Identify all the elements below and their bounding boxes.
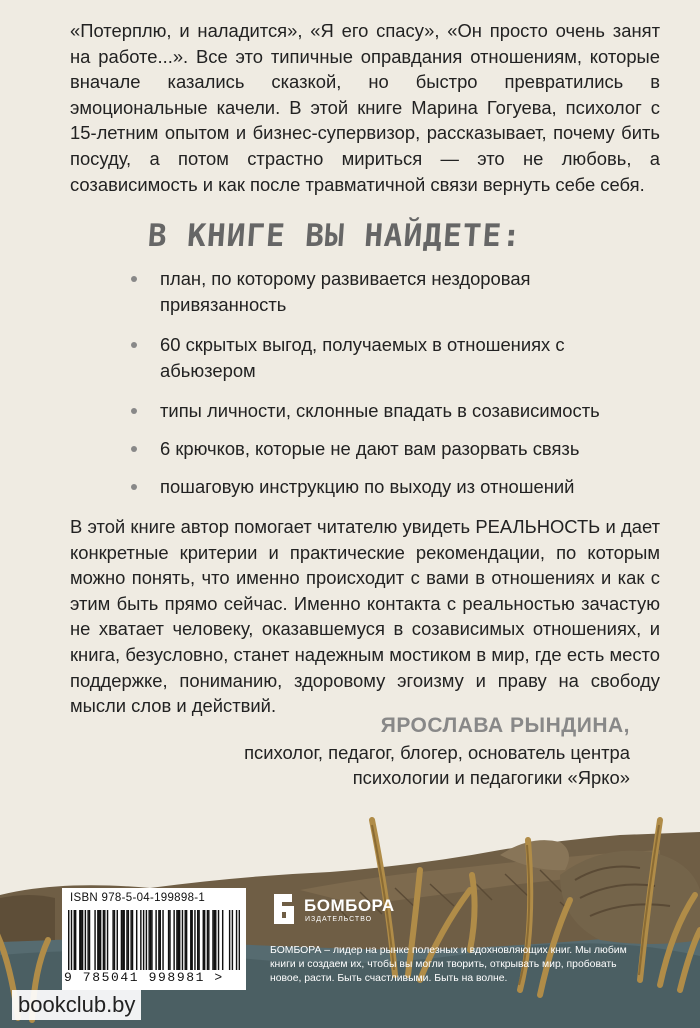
barcode-bar xyxy=(71,910,72,970)
publisher-subtitle: ИЗДАТЕЛЬСТВО xyxy=(305,916,373,923)
barcode-bar xyxy=(104,910,105,970)
publisher-blurb: БОМБОРА – лидер на рынке полезных и вдохновляющих книг. Мы любим книги и создаем их, чтобы вы могли творить, открывать мир, пробовать новое, расти. Быть счастливыми. Быть на волне. xyxy=(270,945,627,984)
barcode-bar xyxy=(173,910,174,970)
barcode-bar xyxy=(114,910,115,970)
barcode-bar xyxy=(100,910,101,970)
barcode-bar xyxy=(182,910,183,970)
list-item: 6 крючков, которые не дают вам разорвать связь xyxy=(128,436,648,462)
barcode-bar xyxy=(169,910,170,970)
barcode-bar xyxy=(185,910,186,970)
bullet-list xyxy=(128,266,648,500)
publisher-name: БОМБОРА xyxy=(304,896,395,915)
barcode-bar xyxy=(143,910,144,970)
barcode-bar xyxy=(82,910,83,970)
barcode-bar xyxy=(218,910,219,970)
isbn-label: ISBN 978-5-04-199898-1 xyxy=(70,892,206,904)
barcode-bar xyxy=(204,910,205,970)
barcode-bar xyxy=(140,910,141,970)
barcode-bar xyxy=(126,910,127,970)
barcode-bar xyxy=(186,910,187,970)
barcode-bar xyxy=(128,910,129,970)
barcode-bar xyxy=(197,910,198,970)
barcode-bar xyxy=(162,910,163,970)
barcode-bar xyxy=(80,910,81,970)
author-description-line: психолог, педагог, блогер, основатель центра xyxy=(244,742,630,763)
barcode-digits: 9 785041 998981 > xyxy=(64,970,224,985)
list-item: план, по которому развивается нездоровая привязанность xyxy=(128,266,648,318)
barcode-bar xyxy=(117,910,118,970)
isbn-barcode-box xyxy=(62,888,246,990)
barcode-bar xyxy=(158,910,159,970)
review-author xyxy=(244,712,630,790)
barcode-bar xyxy=(190,910,191,970)
barcode-bar xyxy=(207,910,208,970)
barcode-bar xyxy=(132,910,133,970)
barcode-bar xyxy=(121,910,122,970)
barcode-bar xyxy=(229,910,230,970)
barcode-bar xyxy=(130,910,131,970)
list-item: 60 скрытых выгод, получаемых в отношениях с абьюзером xyxy=(128,332,648,384)
barcode-bar xyxy=(75,910,76,970)
barcode xyxy=(68,910,240,970)
barcode-bar xyxy=(203,910,204,970)
barcode-bar xyxy=(87,910,88,970)
barcode-bar xyxy=(74,910,75,970)
barcode-bar xyxy=(122,910,123,970)
barcode-bar xyxy=(89,910,90,970)
barcode-bar xyxy=(179,910,180,970)
barcode-bar xyxy=(107,910,108,970)
barcode-bar xyxy=(68,910,69,970)
barcode-bar xyxy=(112,910,113,970)
barcode-bar xyxy=(208,910,209,970)
watermark: bookclub.by xyxy=(12,990,141,1020)
barcode-bar xyxy=(232,910,233,970)
barcode-bar xyxy=(99,910,100,970)
list-item: типы личности, склонные впадать в созависимость xyxy=(128,398,648,424)
section-heading: В КНИГЕ ВЫ НАЙДЕТЕ: xyxy=(146,218,523,254)
barcode-bar xyxy=(79,910,80,970)
barcode-bar xyxy=(222,910,223,970)
barcode-bar xyxy=(176,910,177,970)
publisher-logo xyxy=(270,892,395,931)
barcode-bar xyxy=(150,910,151,970)
barcode-bar xyxy=(151,910,152,970)
barcode-bar xyxy=(136,910,137,970)
barcode-bar xyxy=(212,910,213,970)
author-name: ЯРОСЛАВА РЫНДИНА, xyxy=(380,714,630,737)
publisher-logo-icon xyxy=(270,892,300,926)
barcode-bar xyxy=(236,910,237,970)
barcode-bar xyxy=(215,910,216,970)
barcode-bar xyxy=(148,910,149,970)
barcode-bar xyxy=(191,910,192,970)
barcode-bar xyxy=(160,910,161,970)
barcode-bar xyxy=(214,910,215,970)
barcode-bar xyxy=(97,910,98,970)
barcode-bar xyxy=(178,910,179,970)
review-paragraph: В этой книге автор помогает читателю увидеть РЕАЛЬНОСТЬ и дает конкретные критерии и практические рекомендации, по которым можно понять, что именно происходит с вами в отношениях и как с этим быть прямо сейчас. Именно контакта с реальностью зачастую не хватает человеку, оказавшемуся в созависимых отношениях, и книга, безусловно, станет надежным мостиком в мир, где есть место поддержке, пониманию, здоровому эгоизму и праву на свободу мысли слов и действий. xyxy=(70,516,660,717)
barcode-bar xyxy=(168,910,169,970)
barcode-bar xyxy=(146,910,147,970)
author-description-line: психологии и педагогики «Ярко» xyxy=(352,767,630,788)
barcode-bar xyxy=(198,910,199,970)
barcode-bar xyxy=(85,910,86,970)
intro-paragraph: «Потерплю, и наладится», «Я его спасу», «Он просто очень занят на работе...». Все это типичные оправдания отношениям, которые вначале казались сказкой, но быстро превратились в эмоциональные качели. В этой книге Марина Гогуева, психолог с 15-летним опытом и бизнес-супервизор, рассказывает, почему бить посуду, а потом страстно мириться — это не любовь, а созависимость и как после травматичной связи вернуть себе себя. xyxy=(70,20,660,195)
barcode-bar xyxy=(194,910,195,970)
barcode-bar xyxy=(239,910,240,970)
barcode-bar xyxy=(94,910,95,970)
barcode-bar xyxy=(123,910,124,970)
barcode-bar xyxy=(155,910,156,970)
barcode-bar xyxy=(103,910,104,970)
list-item: пошаговую инструкцию по выходу из отношений xyxy=(128,474,648,500)
